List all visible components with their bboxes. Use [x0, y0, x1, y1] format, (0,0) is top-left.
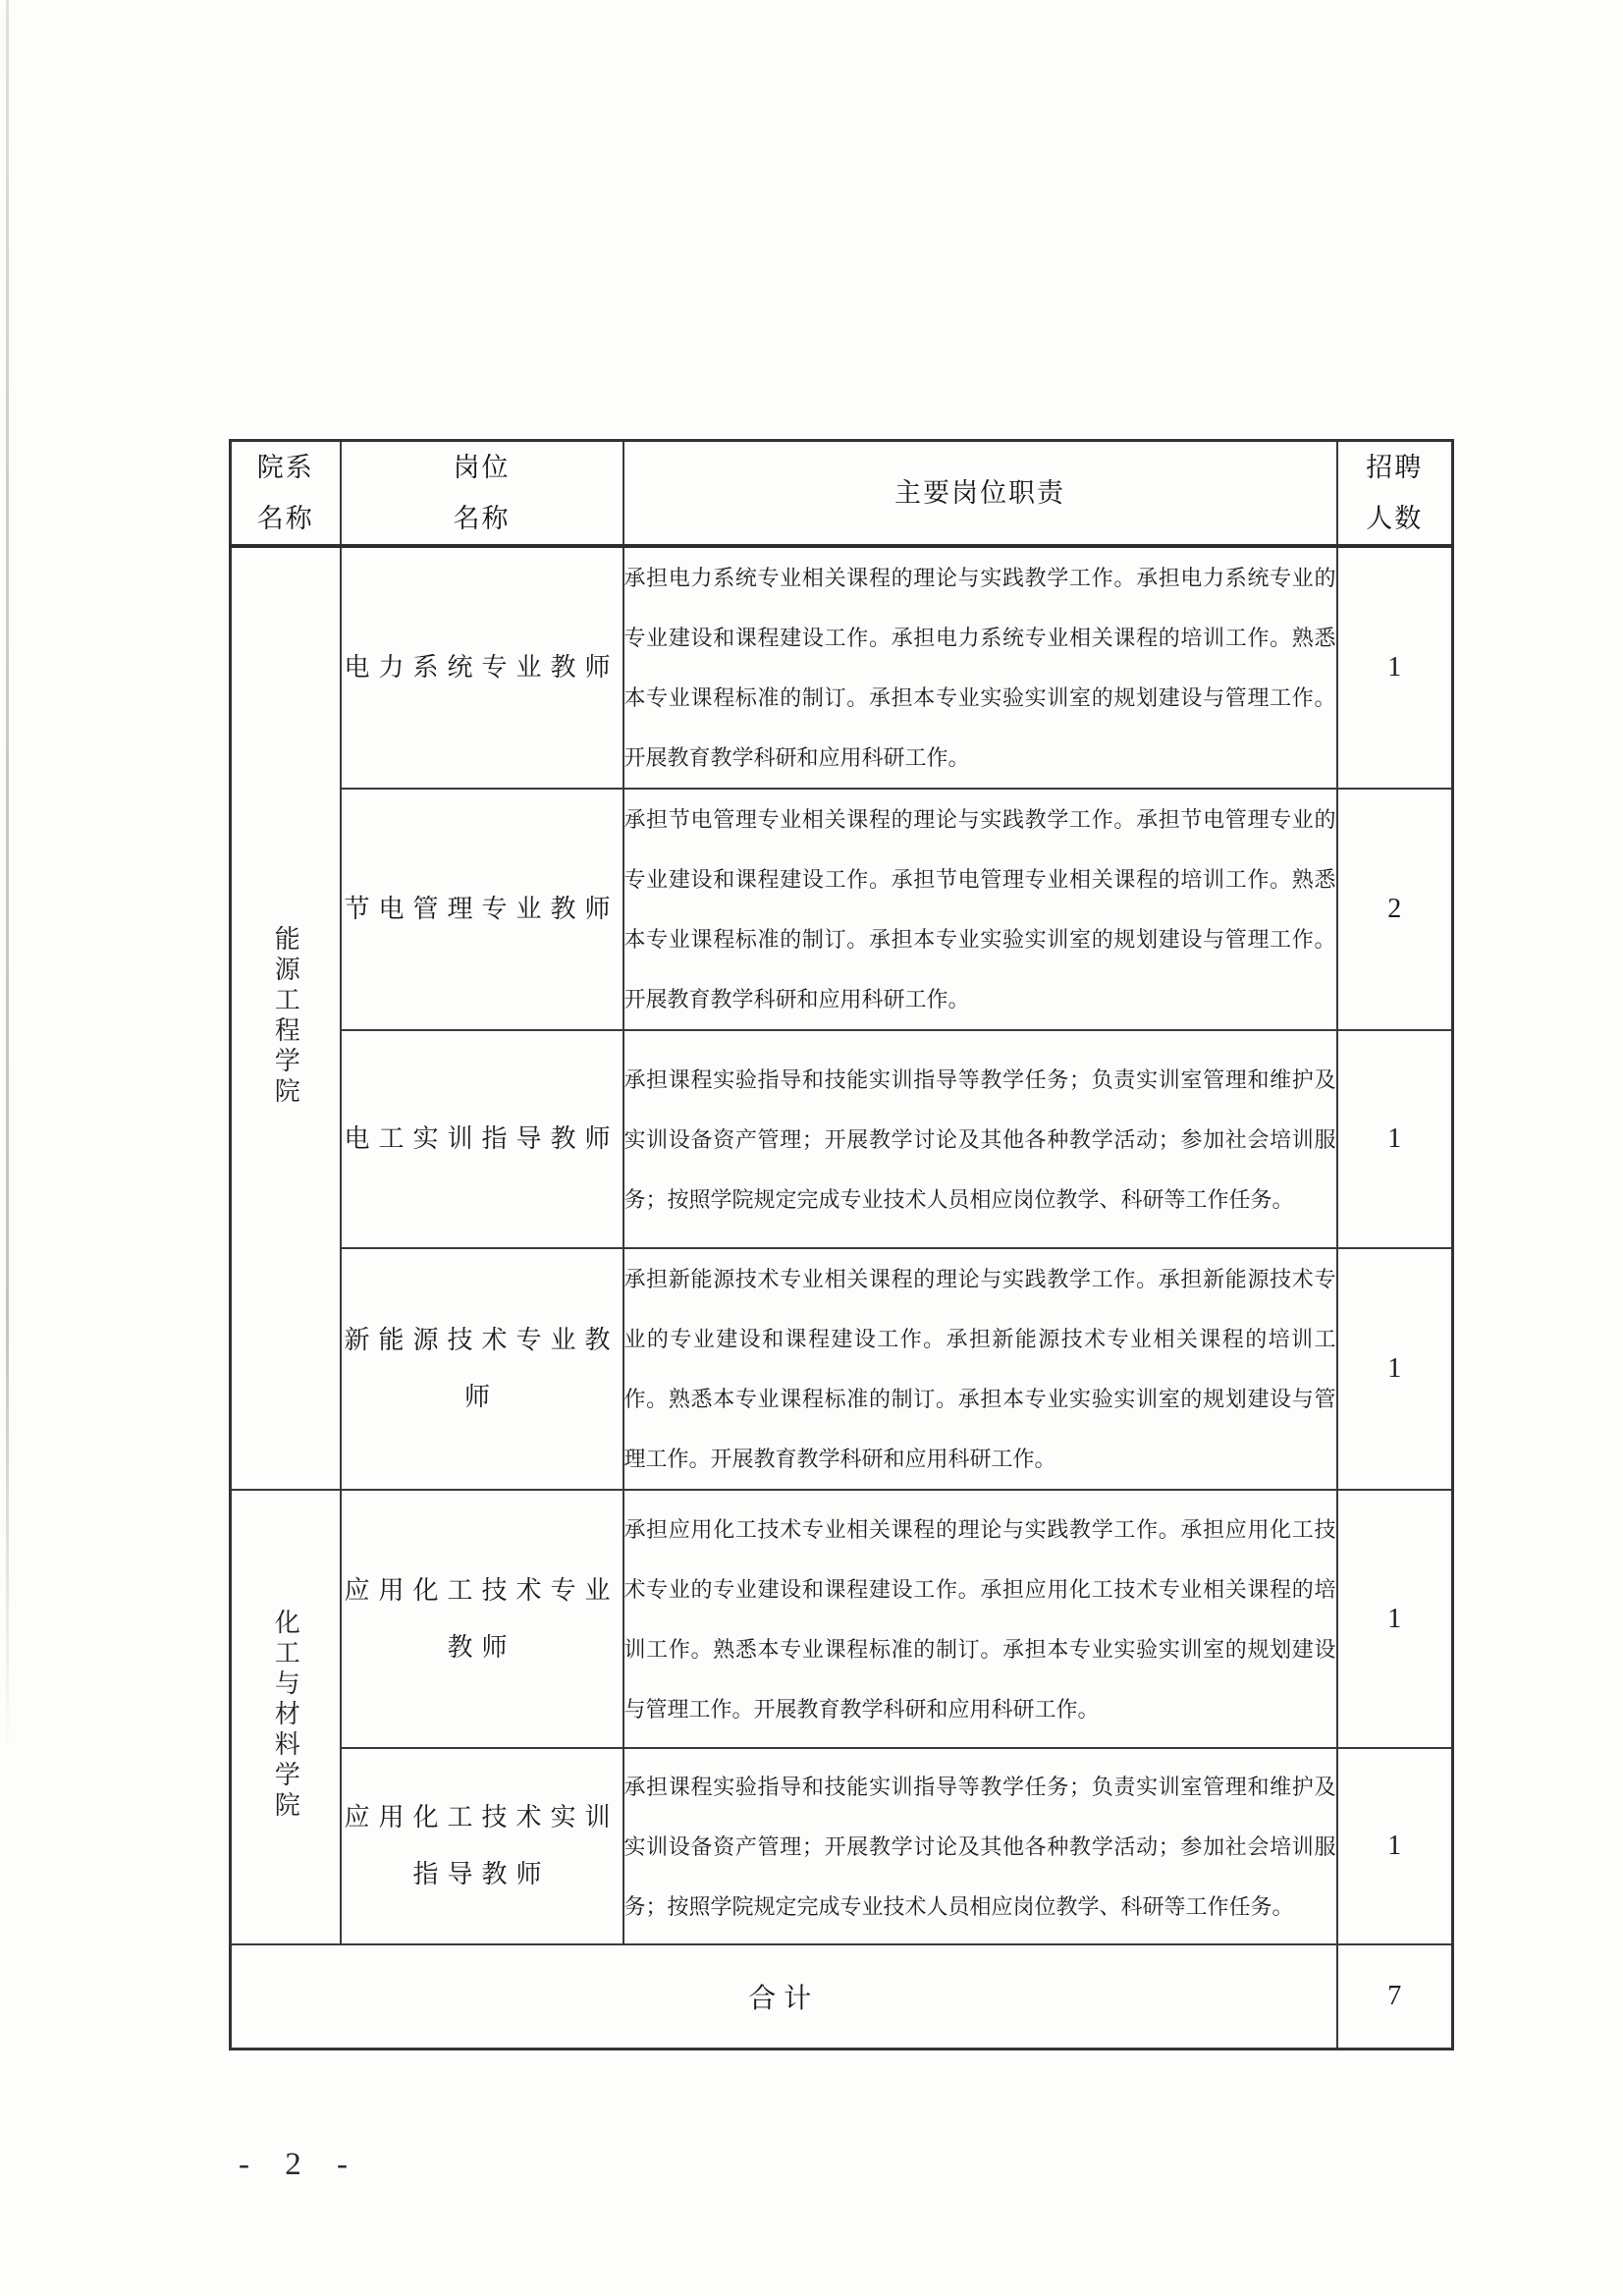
headcount-cell: 1	[1337, 1490, 1453, 1748]
table-row	[231, 546, 1453, 789]
duties-cell: 承担课程实验指导和技能实训指导等教学任务；负责实训室管理和维护及实训设备资产管理；开展教学讨论及其他各种教学活动；参加社会培训服务；按照学院规定完成专业技术人员相应岗位教学、科研等工作任务。	[623, 1748, 1337, 1944]
header-position: 岗位名称	[341, 441, 623, 547]
table-total-row	[231, 1944, 1453, 2049]
duties-cell: 承担新能源技术专业相关课程的理论与实践教学工作。承担新能源技术专业的专业建设和课程建设工作。承担新能源技术专业相关课程的培训工作。熟悉本专业课程标准的制订。承担本专业实验实训室的规划建设与管理工作。开展教育教学科研和应用科研工作。	[623, 1248, 1337, 1490]
position-cell: 电工实训指导教师	[341, 1030, 623, 1248]
table-row	[231, 1490, 1453, 1748]
position-cell: 节电管理专业教师	[341, 789, 623, 1030]
duties-cell: 承担应用化工技术专业相关课程的理论与实践教学工作。承担应用化工技术专业的专业建设和课程建设工作。承担应用化工技术专业相关课程的培训工作。熟悉本专业课程标准的制订。承担本专业实验实训室的规划建设与管理工作。开展教育教学科研和应用科研工作。	[623, 1490, 1337, 1748]
table-row	[231, 1030, 1453, 1248]
headcount-cell: 1	[1337, 1748, 1453, 1944]
recruitment-table-wrapper	[229, 439, 1454, 2050]
department-cell-chemical-materials: 化工与材料学院	[231, 1490, 341, 1944]
header-headcount: 招聘人数	[1337, 441, 1453, 547]
duties-cell: 承担课程实验指导和技能实训指导等教学任务；负责实训室管理和维护及实训设备资产管理；开展教学讨论及其他各种教学活动；参加社会培训服务；按照学院规定完成专业技术人员相应岗位教学、科研等工作任务。	[623, 1030, 1337, 1248]
duties-cell: 承担节电管理专业相关课程的理论与实践教学工作。承担节电管理专业的专业建设和课程建设工作。承担节电管理专业相关课程的培训工作。熟悉本专业课程标准的制订。承担本专业实验实训室的规划建设与管理工作。开展教育教学科研和应用科研工作。	[623, 789, 1337, 1030]
position-cell: 电力系统专业教师	[341, 546, 623, 789]
table-header-row	[231, 441, 1453, 547]
headcount-cell: 1	[1337, 1030, 1453, 1248]
total-label-cell: 合计	[231, 1944, 1337, 2049]
headcount-cell: 1	[1337, 546, 1453, 789]
scan-artifact-line	[6, 0, 9, 1758]
table-row	[231, 789, 1453, 1030]
position-cell: 新能源技术专业教师	[341, 1248, 623, 1490]
header-department: 院系名称	[231, 441, 341, 547]
total-count-cell: 7	[1337, 1944, 1453, 2049]
duties-cell: 承担电力系统专业相关课程的理论与实践教学工作。承担电力系统专业的专业建设和课程建设工作。承担电力系统专业相关课程的培训工作。熟悉本专业课程标准的制订。承担本专业实验实训室的规划建设与管理工作。开展教育教学科研和应用科研工作。	[623, 546, 1337, 789]
table-row	[231, 1748, 1453, 1944]
header-duties: 主要岗位职责	[623, 441, 1337, 547]
table-row	[231, 1248, 1453, 1490]
recruitment-table	[229, 439, 1454, 2050]
headcount-cell: 2	[1337, 789, 1453, 1030]
department-cell-energy-engineering: 能源工程学院	[231, 546, 341, 1490]
position-cell: 应用化工技术专业教师	[341, 1490, 623, 1748]
position-cell: 应用化工技术实训指导教师	[341, 1748, 623, 1944]
page-number: - 2 -	[239, 2147, 361, 2182]
headcount-cell: 1	[1337, 1248, 1453, 1490]
